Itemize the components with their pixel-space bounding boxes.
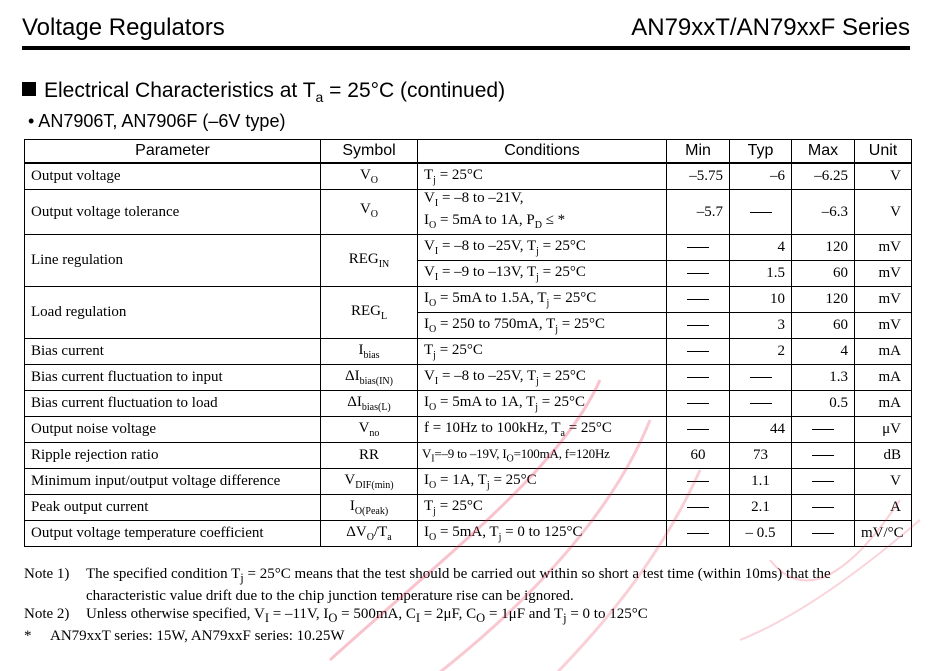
max-cell: 1.3 bbox=[792, 365, 855, 391]
table-row bbox=[25, 163, 912, 190]
condition-cell: $I_O = 5mA$ to 1.5A, $T_j = 25^\circ C$ bbox=[418, 287, 667, 313]
header-symbol: Symbol bbox=[321, 140, 418, 164]
symbol-cell: $\Delta I_{bias(L)}$ bbox=[321, 391, 418, 417]
min-cell-dash bbox=[667, 287, 730, 313]
max-cell: 4 bbox=[792, 339, 855, 365]
table-row bbox=[25, 521, 912, 547]
param-cell: Output voltage bbox=[25, 163, 321, 190]
max-cell: 120 bbox=[792, 235, 855, 261]
typ-cell: 3 bbox=[730, 313, 792, 339]
table-row bbox=[25, 190, 912, 235]
unit-cell: mA bbox=[855, 339, 912, 365]
unit-cell: mA bbox=[855, 391, 912, 417]
document-title: Voltage Regulators bbox=[22, 14, 225, 41]
symbol-cell: $I_{O(Peak)}$ bbox=[321, 495, 418, 521]
param-cell: Line regulation bbox=[25, 235, 321, 287]
max-cell: –6.3 bbox=[792, 190, 855, 235]
condition-cell: $V_I = -8$ to –25V, $T_j = 25^\circ C$ bbox=[418, 235, 667, 261]
device-subheading: • AN7906T, AN7906F (–6V type) bbox=[28, 111, 286, 131]
unit-cell: mV bbox=[855, 287, 912, 313]
symbol-cell: $V_O$ bbox=[321, 190, 418, 235]
condition-cell: $T_j = 25^\circ C$ bbox=[418, 495, 667, 521]
typ-cell: 1.1 bbox=[730, 469, 792, 495]
table-header-row bbox=[25, 140, 912, 164]
condition-cell: $I_O = 1A$, $T_j = 25^\circ C$ bbox=[418, 469, 667, 495]
table-row bbox=[25, 417, 912, 443]
typ-cell: 44 bbox=[730, 417, 792, 443]
max-cell-dash bbox=[792, 469, 855, 495]
condition-cell: $I_O = 250$ to 750mA, $T_j = 25^\circ C$ bbox=[418, 313, 667, 339]
typ-cell: 2 bbox=[730, 339, 792, 365]
max-cell-dash bbox=[792, 495, 855, 521]
page-header bbox=[22, 12, 910, 50]
unit-cell: V bbox=[855, 469, 912, 495]
condition-cell: $V_I = -9$ to –13V, $T_j = 25^\circ C$ bbox=[418, 261, 667, 287]
unit-cell: mA bbox=[855, 365, 912, 391]
table-row bbox=[25, 339, 912, 365]
param-cell: Bias current fluctuation to load bbox=[25, 391, 321, 417]
header-unit: Unit bbox=[855, 140, 912, 164]
max-cell: 60 bbox=[792, 261, 855, 287]
param-cell: Output voltage temperature coefficient bbox=[25, 521, 321, 547]
min-cell: –5.75 bbox=[667, 163, 730, 190]
symbol-cell: $I_{bias}$ bbox=[321, 339, 418, 365]
note-2: Note 2) Unless otherwise specified, $V_I = -11V$, $I_O = 500mA$, $C_I = 2\mu F$, $C_O = 1\mu F$ and $T_j = 0$ to 125°C bbox=[24, 606, 648, 625]
min-cell-dash bbox=[667, 495, 730, 521]
typ-cell-dash bbox=[730, 391, 792, 417]
condition-cell: $V_I = -8$ to –25V, $T_j = 25^\circ C$ bbox=[418, 365, 667, 391]
condition-cell: $I_O = 5mA$, $T_j = 0$ to 125°C bbox=[418, 521, 667, 547]
max-cell: 0.5 bbox=[792, 391, 855, 417]
typ-cell-dash bbox=[730, 190, 792, 235]
typ-cell: 73 bbox=[730, 443, 792, 469]
unit-cell: dB bbox=[855, 443, 912, 469]
table-row bbox=[25, 443, 912, 469]
table-row bbox=[25, 287, 912, 313]
condition-cell: $I_O = 5mA$ to 1A, $T_j = 25^\circ C$ bbox=[418, 391, 667, 417]
min-cell-dash bbox=[667, 521, 730, 547]
unit-cell: A bbox=[855, 495, 912, 521]
min-cell-dash bbox=[667, 261, 730, 287]
note-footnote: * AN79xxT series: 15W, AN79xxF series: 10.25W bbox=[24, 628, 345, 644]
symbol-cell: RR bbox=[321, 443, 418, 469]
notes-section bbox=[24, 565, 914, 645]
param-cell: Bias current bbox=[25, 339, 321, 365]
max-cell: –6.25 bbox=[792, 163, 855, 190]
param-cell: Bias current fluctuation to input bbox=[25, 365, 321, 391]
unit-cell: mV bbox=[855, 261, 912, 287]
square-bullet-icon bbox=[22, 82, 36, 96]
typ-cell-dash bbox=[730, 365, 792, 391]
condition-cell: $T_j = 25^\circ C$ bbox=[418, 163, 667, 190]
min-cell-dash bbox=[667, 235, 730, 261]
electrical-characteristics-table bbox=[24, 139, 912, 547]
unit-cell: mV/°C bbox=[855, 521, 912, 547]
table-row bbox=[25, 469, 912, 495]
table-row bbox=[25, 495, 912, 521]
max-cell: 60 bbox=[792, 313, 855, 339]
table-row bbox=[25, 235, 912, 261]
document-series: AN79xxT/AN79xxF Series bbox=[631, 14, 910, 41]
symbol-cell: $REG_{IN}$ bbox=[321, 235, 418, 287]
symbol-cell: $V_O$ bbox=[321, 163, 418, 190]
param-cell: Output voltage tolerance bbox=[25, 190, 321, 235]
symbol-cell: $\Delta V_O/T_a$ bbox=[321, 521, 418, 547]
symbol-cell: $REG_L$ bbox=[321, 287, 418, 339]
symbol-cell: $\Delta I_{bias(IN)}$ bbox=[321, 365, 418, 391]
header-typ: Typ bbox=[730, 140, 792, 164]
min-cell-dash bbox=[667, 313, 730, 339]
min-cell-dash bbox=[667, 417, 730, 443]
min-cell-dash bbox=[667, 365, 730, 391]
table-row bbox=[25, 391, 912, 417]
symbol-cell: $V_{no}$ bbox=[321, 417, 418, 443]
param-cell: Peak output current bbox=[25, 495, 321, 521]
typ-cell: –6 bbox=[730, 163, 792, 190]
header-min: Min bbox=[667, 140, 730, 164]
header-conditions: Conditions bbox=[418, 140, 667, 164]
condition-cell: $T_j = 25^\circ C$ bbox=[418, 339, 667, 365]
min-cell-dash bbox=[667, 339, 730, 365]
max-cell: 120 bbox=[792, 287, 855, 313]
condition-cell: $V_I=-9$ to –19V, $I_O=100mA$, f=120Hz bbox=[418, 443, 667, 469]
typ-cell: – 0.5 bbox=[730, 521, 792, 547]
typ-cell: 10 bbox=[730, 287, 792, 313]
max-cell-dash bbox=[792, 443, 855, 469]
symbol-cell: $V_{DIF(min)}$ bbox=[321, 469, 418, 495]
typ-cell: 1.5 bbox=[730, 261, 792, 287]
param-cell: Ripple rejection ratio bbox=[25, 443, 321, 469]
min-cell: 60 bbox=[667, 443, 730, 469]
unit-cell: V bbox=[855, 190, 912, 235]
unit-cell: mV bbox=[855, 235, 912, 261]
header-max: Max bbox=[792, 140, 855, 164]
min-cell-dash bbox=[667, 391, 730, 417]
param-cell: Minimum input/output voltage difference bbox=[25, 469, 321, 495]
table-row bbox=[25, 365, 912, 391]
unit-cell: V bbox=[855, 163, 912, 190]
param-cell: Output noise voltage bbox=[25, 417, 321, 443]
typ-cell: 4 bbox=[730, 235, 792, 261]
max-cell-dash bbox=[792, 417, 855, 443]
min-cell: –5.7 bbox=[667, 190, 730, 235]
header-parameter: Parameter bbox=[25, 140, 321, 164]
unit-cell: μV bbox=[855, 417, 912, 443]
min-cell-dash bbox=[667, 469, 730, 495]
condition-cell: f = 10Hz to 100kHz, $T_a = 25^\circ C$ bbox=[418, 417, 667, 443]
param-cell: Load regulation bbox=[25, 287, 321, 339]
section-heading: Electrical Characteristics at $T_a = 25^\circ C$ (continued) bbox=[22, 79, 505, 105]
unit-cell: mV bbox=[855, 313, 912, 339]
typ-cell: 2.1 bbox=[730, 495, 792, 521]
max-cell-dash bbox=[792, 521, 855, 547]
condition-cell: $V_I = -8$ to –21V, $I_O = 5mA$ to 1A, $P_D$ ≤ * bbox=[418, 190, 667, 235]
note-1: Note 1) The specified condition $T_j = 25^\circ C$ means that the test should be carried out within so short a test time (within 10ms) that the characteristic value drift due to the chip junction temperature rise can be ignored. bbox=[24, 566, 831, 604]
